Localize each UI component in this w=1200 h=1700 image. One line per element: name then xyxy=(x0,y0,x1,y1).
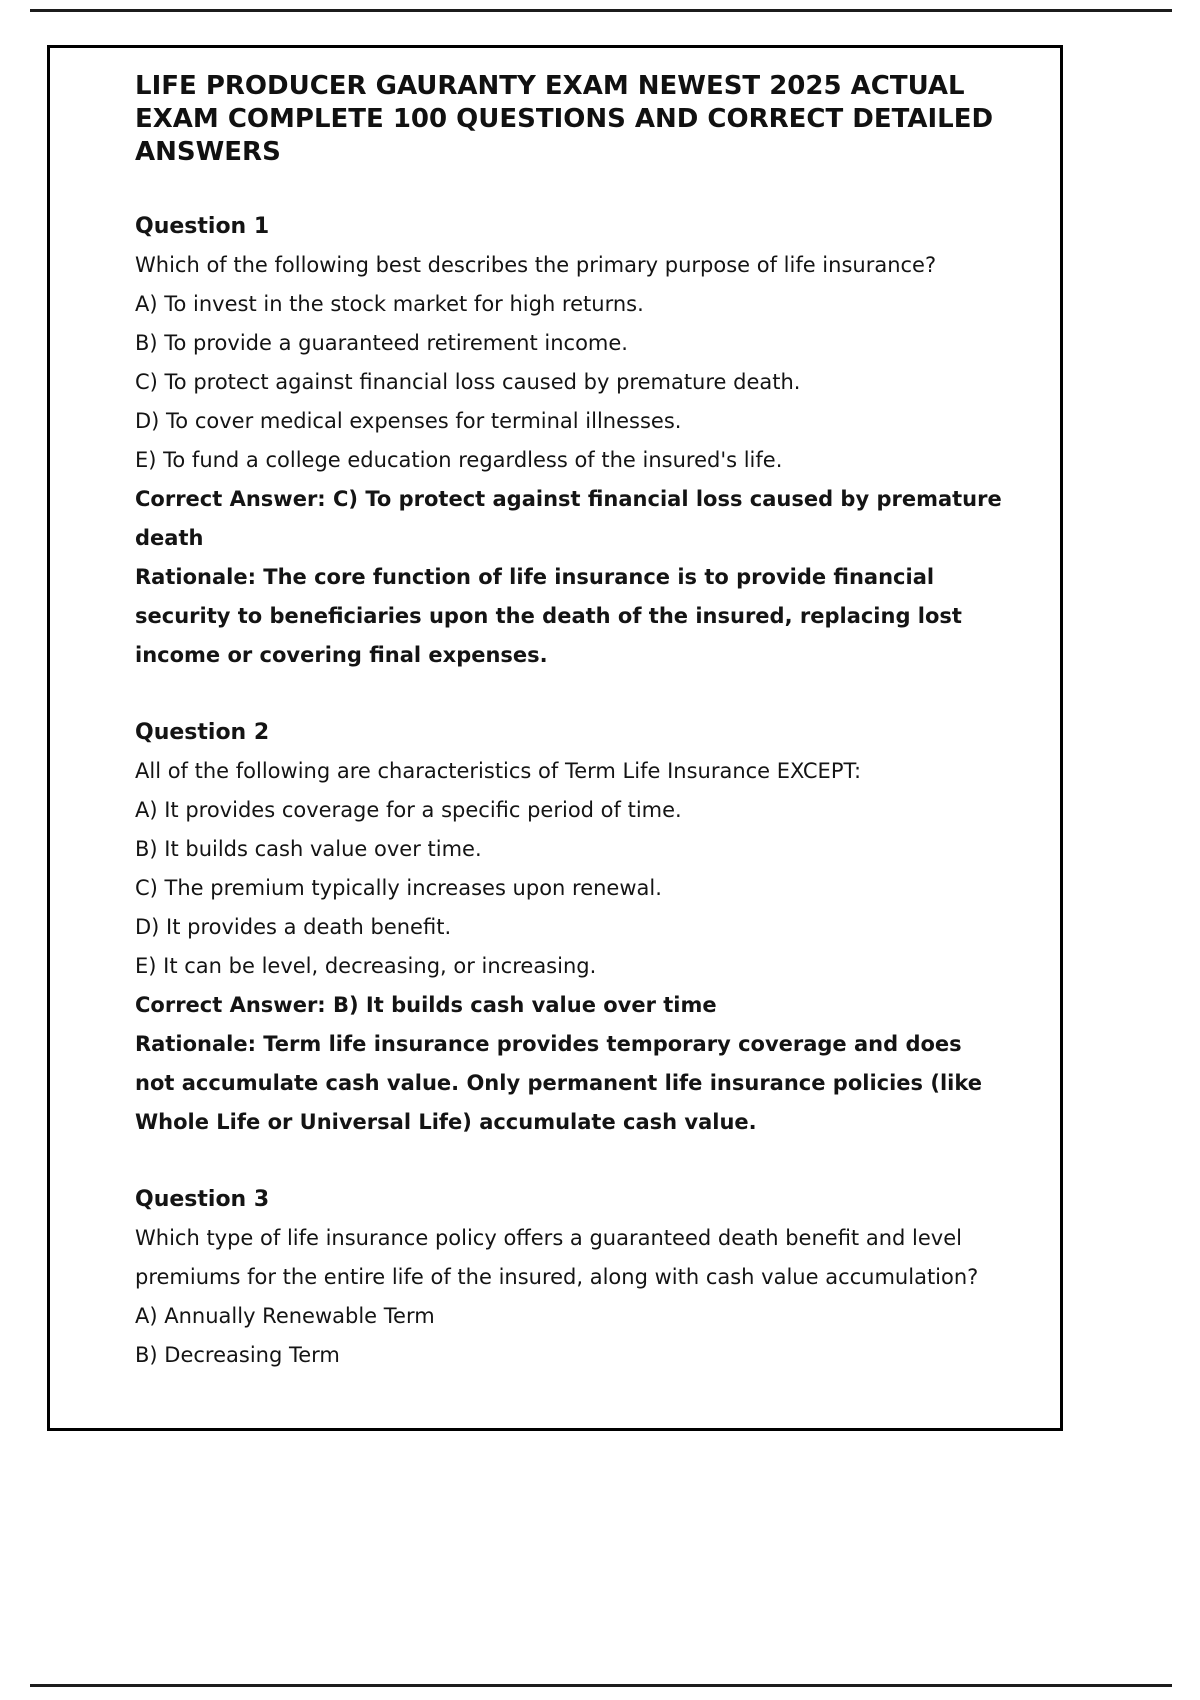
question-block-2 xyxy=(135,713,1002,1142)
question-3-heading: Question 3 xyxy=(135,1187,270,1212)
question-1-option-d: D) To cover medical expenses for terminal illnesses. xyxy=(135,409,682,433)
question-1-option-c: C) To protect against financial loss caused by premature death. xyxy=(135,370,801,394)
question-2-option-a: A) It provides coverage for a specific period of time. xyxy=(135,798,682,822)
document-content-box xyxy=(47,45,1063,1431)
question-2-text: All of the following are characteristics of Term Life Insurance EXCEPT: xyxy=(135,759,862,783)
bottom-horizontal-rule xyxy=(30,1684,1172,1687)
question-1-correct-answer: Correct Answer: C) To protect against financial loss caused by premature death xyxy=(135,487,1002,550)
question-2-heading: Question 2 xyxy=(135,720,270,745)
document-title: LIFE PRODUCER GAURANTY EXAM NEWEST 2025 ACTUAL EXAM COMPLETE 100 QUESTIONS AND CORRECT DETAILED ANSWERS xyxy=(135,71,994,167)
question-3-option-a: A) Annually Renewable Term xyxy=(135,1304,435,1328)
question-1-rationale: Rationale: The core function of life insurance is to provide financial security to beneficiaries upon the death of the insured, replacing lost income or covering final expenses. xyxy=(135,565,962,667)
question-1-heading: Question 1 xyxy=(135,214,270,239)
question-3-text: Which type of life insurance policy offers a guaranteed death benefit and level premiums for the entire life of the insured, along with cash value accumulation? xyxy=(135,1226,979,1289)
question-1-option-a: A) To invest in the stock market for high returns. xyxy=(135,292,644,316)
question-2-option-d: D) It provides a death benefit. xyxy=(135,915,452,939)
top-horizontal-rule xyxy=(30,9,1172,12)
question-2-rationale: Rationale: Term life insurance provides temporary coverage and does not accumulate cash value. Only permanent life insurance policies (like Whole Life or Universal Life) accumulate cash value. xyxy=(135,1032,982,1134)
question-2-correct-answer: Correct Answer: B) It builds cash value over time xyxy=(135,993,717,1017)
question-1-text: Which of the following best describes the primary purpose of life insurance? xyxy=(135,253,937,277)
question-1-option-e: E) To fund a college education regardless of the insured's life. xyxy=(135,448,783,472)
question-2-option-e: E) It can be level, decreasing, or increasing. xyxy=(135,954,597,978)
question-block-1 xyxy=(135,207,1002,675)
question-2-option-c: C) The premium typically increases upon renewal. xyxy=(135,876,662,900)
question-2-option-b: B) It builds cash value over time. xyxy=(135,837,482,861)
question-block-3 xyxy=(135,1180,1002,1375)
question-3-option-b: B) Decreasing Term xyxy=(135,1343,340,1367)
question-1-option-b: B) To provide a guaranteed retirement income. xyxy=(135,331,628,355)
